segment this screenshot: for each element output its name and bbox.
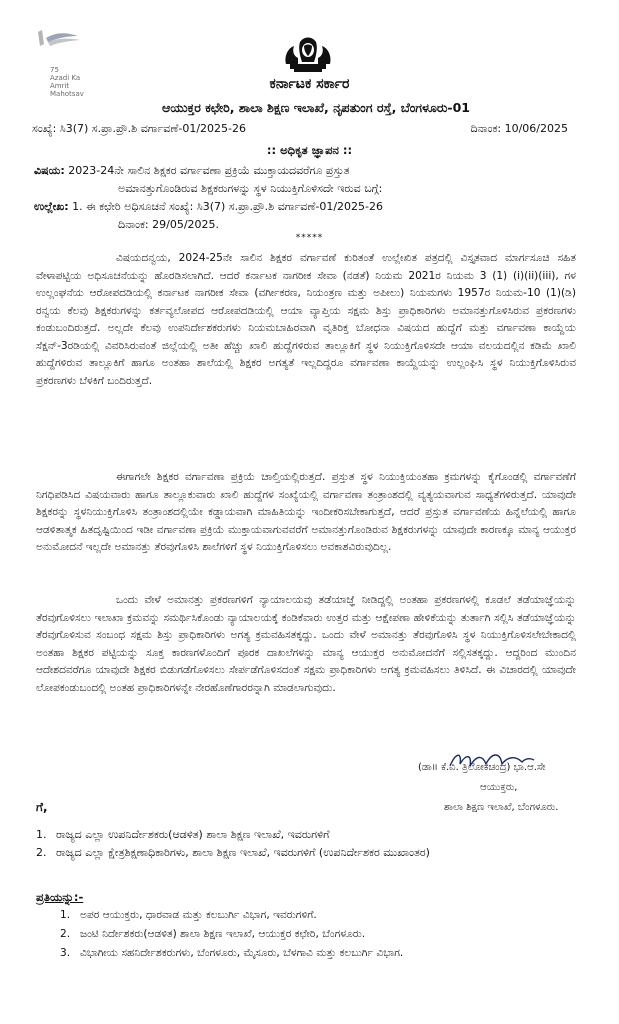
body-paragraph-2: ಈಗಾಗಲೇ ಶಿಕ್ಷಕರ ವರ್ಗಾವಣಾ ಪ್ರಕ್ರಿಯೆ ಚಾಲ್ತಿಯಲ್ಲಿರುತ್ತದೆ. ಪ್ರಸ್ತುತ ಸ್ಥಳ ನಿಯುಕ್ತಿಯಂತಹಾ ಕ್ರಮಗಳನ್ನು ಕೈಗೊಂಡಲ್ಲಿ ವರ್ಗಾವಣೆಗೆ ನಿಗಧಿಪಡಿಸಿದ ವಿಷಯವಾರು ಹಾಗೂ ತಾಲ್ಲೂಕುವಾರು ಖಾಲಿ ಹುದ್ದೆಗಳ ಸಂಖ್ಯೆಯಲ್ಲಿ ವರ್ಗಾವಣಾ ತಂತ್ರಾಂಶದಲ್ಲಿ ವ್ಯತ್ಯಯವಾಗುವ ಸಾಧ್ಯತೆಗಳಿರುತ್ತದೆ. ಯಾವುದೇ ಶಿಕ್ಷಕರನ್ನು ಸ್ಥಳನಿಯುಕ್ತಿಗೊಳಿಸಿ ತಂತ್ರಾಂಶದಲ್ಲಿಯೇ ಕಡ್ಡಾಯವಾಗಿ ಮಾಹಿತಿಯನ್ನು ಇಂದೀಕರಿಸಬೇಕಾಗುತ್ತದೆ, ಆದರೆ ಪ್ರಸ್ತುತ ವರ್ಗಾವಣೆಯ ಹಿನ್ನೆಲೆಯಲ್ಲಿ ಹಾಗೂ ಆಡಳಿತಾತ್ಮಕ ಹಿತದೃಷ್ಟಿಯಿಂದ ಇಡೀ ವರ್ಗಾವಣಾ ಪ್ರಕ್ರಿಯೆ ಮುಕ್ತಾಯವಾಗುವವರೆಗೆ ಅಮಾನತ್ತುಗೊಂಡಿರುವ ಶಿಕ್ಷಕರುಗಳನ್ನು ಯಾವುದೇ ಕಾರಣಕ್ಕೂ ಮಾನ್ಯ ಆಯುಕ್ತರ ಅನುಮೋದನೆ ಇಲ್ಲದೇ ಅಮಾನತ್ತು ತೆರವುಗೊಳಿಸಿ ಶಾಲೆಗಳಿಗೆ ಸ್ಥಳ ನಿಯುಕ್ತಿಗೊಳಿಸಲು ಅವಕಾಶವಿರುವುದಿಲ್ಲ. [36,471,576,553]
body-paragraph-3: ಒಂದು ವೇಳೆ ಅಮಾನತ್ತು ಪ್ರಕರಣಗಳಿಗೆ ನ್ಯಾಯಾಲಯವು ತಡೆಯಾಜ್ಞೆ ನೀಡಿದ್ದಲ್ಲಿ ಅಂತಹಾ ಪ್ರಕರಣಗಳಲ್ಲಿ ಕೂಡಲೆ ತಡೆಯಾಜ್ಞೆಯನ್ನು ತೆರವುಗೊಳಿಸಲು ಇಲಾಖಾ ಕ್ರಮವನ್ನು ಸಮರ್ಥಿಸಿಕೊಂಡು ನ್ಯಾಯಾಲಯಕ್ಕೆ ಕಂಡಿಕೆವಾರು ಉತ್ತರ ಮತ್ತು ಆಕ್ಷೇಪಣಾ ಹೇಳಿಕೆಯನ್ನು ತುರ್ತಾಗಿ ಸಲ್ಲಿಸಿ ತಡೆಯಾಜ್ಞೆಯನ್ನು ತೆರವುಗೊಳಿಸುವ ಸಂಬಂಧ ಸಕ್ಷಮ ಶಿಸ್ತು ಪ್ರಾಧಿಕಾರಿಗಳು ಅಗತ್ಯ ಕ್ರಮವಹಿಸತಕ್ಕದ್ದು. ಒಂದು ವೇಳೆ ಅಮಾನತ್ತು ತೆರವುಗೊಳಿಸಿ ಸ್ಥಳ ನಿಯುಕ್ತಿಗೊಳಿಸಲೇಬೇಕಾದಲ್ಲಿ ಅಂತಹಾ ಶಿಕ್ಷಕರ ಪಟ್ಟಿಯನ್ನು ಸೂಕ್ತ ಕಾರಣಗಳೊಂದಿಗೆ ಪೂರಕ ದಾಖಲೆಗಳನ್ನು ಮಾನ್ಯ ಆಯುಕ್ತರ ಅನುಮೋದನೆಗೆ ಸಲ್ಲಿಸತಕ್ಕದ್ದು. ಆದ್ದರಿಂದ ಮುಂದಿನ ಆದೇಶದವರೆಗೂ ಯಾವುದೇ ಶಿಕ್ಷಕರ ಬಿಡುಗಡೆಗೊಳಿಸಲು ಸೇರ್ಪಡೆಗೊಳಿಸದಂತೆ ಸಕ್ಷಮ ಪ್ರಾಧಿಕಾರಿಗಳು ಅಗತ್ಯ ಕ್ರಮವಹಿಸಲು ತಿಳಿಸಿದೆ. ಈ ವಿಚಾರದಲ್ಲಿ ಯಾವುದೇ ಲೋಪಕಂಡುಬಂದಲ್ಲಿ ಅಂತಹ ಪ್ರಾಧಿಕಾರಿಗಳನ್ನೇ ನೇರಹೊಣೆಗಾರರನ್ನಾಗಿ ಮಾಡಲಾಗುವುದು. [36,594,576,694]
to-item [36,844,591,862]
amrit-line-1: 75 [50,66,59,74]
memo-title: :: ಅಧಿಕೃತ ಜ್ಞಾಪನ :: [266,143,353,157]
copy-to-item [60,925,580,944]
signature-block [396,748,586,813]
reference-row [32,122,568,138]
copy-item-number: 2. [60,928,71,940]
reference-text-2: ದಿನಾಂಕ: 29/05/2025. [118,218,220,231]
signatory-name: (ಡಾ॥ ಕೆ.ವಿ. ತ್ರಿಲೋಕಚಂದ್ರ) ಭಾ.ಆ.ಸೇ [418,762,546,773]
to-item-number: 1. [36,828,47,841]
to-list [36,826,591,862]
government-title: ಕರ್ನಾಟಕ ಸರ್ಕಾರ [269,76,350,92]
reference-line-2 [34,216,574,234]
copy-item-number: 1. [60,909,71,921]
subject-label: ವಿಷಯ: [34,164,65,177]
subject-line-2 [34,180,574,198]
copy-to-list [60,906,580,963]
amrit-line-3: Amrit Mahotsav [50,82,84,98]
to-item [36,826,591,844]
copy-to-label: ಪ್ರತಿಯನ್ನು:- [36,890,84,904]
to-label: ಗೆ, [36,800,48,814]
to-item-text: ರಾಜ್ಯದ ಎಲ್ಲಾ ಕ್ಷೇತ್ರಶಿಕ್ಷಣಾಧಿಕಾರಿಗಳು, ಶಾಲಾ ಶಿಕ್ಷಣ ಇಲಾಖೆ, ಇವರುಗಳಿಗೆ (ಉಪನಿರ್ದೇಶಕರ ಮುಖಾಂತರ) [56,846,430,859]
to-item-number: 2. [36,846,47,859]
amrit-mahotsav-logo [20,26,100,98]
reference-text-1: 1. ಈ ಕಛೇರಿ ಅಧಿಸೂಚನೆ ಸಂಖ್ಯೆ: ಸಿ3(7) ಸ.ಪ್ರಾ.ಪ್ರೌ.ಶಿ ವರ್ಗಾವಣೆ-01/2025-26 [72,200,383,213]
copy-item-text: ಅಪರ ಆಯುಕ್ತರು, ಧಾರವಾಡ ಮತ್ತು ಕಲಬುರ್ಗಿ ವಿಭಾಗ, ಇವರುಗಳಿಗೆ. [80,909,317,921]
to-item-text: ರಾಜ್ಯದ ಎಲ್ಲಾ ಉಪನಿರ್ದೇಶಕರು(ಆಡಳಿತ) ಶಾಲಾ ಶಿಕ್ಷಣ ಇಲಾಖೆ, ಇವರುಗಳಿಗೆ [56,828,330,841]
section-divider-stars: ***** [295,233,324,243]
memo-date: ದಿನಾಂಕ: 10/06/2025 [470,122,568,135]
subject-text-1: 2023-24ನೇ ಸಾಲಿನ ಶಿಕ್ಷಕರ ವರ್ಗಾವಣಾ ಪ್ರಕ್ರಿಯೆ ಮುಕ್ತಾಯದವರೆಗೂ ಪ್ರಸ್ತುತ [68,164,350,177]
office-title: ಆಯುಕ್ತರ ಕಛೇರಿ, ಶಾಲಾ ಶಿಕ್ಷಣ ಇಲಾಖೆ, ನೃಪತುಂಗ ರಸ್ತೆ, ಬೆಂಗಳೂರು-01 [161,100,471,115]
subject-line-1 [34,162,574,180]
signatory-office: ಶಾಲಾ ಶಿಕ್ಷಣ ಇಲಾಖೆ, ಬೆಂಗಳೂರು. [444,802,559,813]
copy-to-item [60,944,580,963]
body-paragraph-1: ವಿಷಯದನ್ವಯ, 2024-25ನೇ ಸಾಲಿನ ಶಿಕ್ಷಕರ ವರ್ಗಾವಣೆ ಕುರಿತಂತೆ ಉಲ್ಲೇಖಿತ ಪತ್ರದಲ್ಲಿ ವಿಸ್ತೃತವಾದ ಮಾರ್ಗಸೂಚಿ ಸಹಿತ ವೇಳಾಪಟ್ಟಿಯ ಅಧಿಸೂಚನೆಯನ್ನು ಹೊರಡಿಸಲಾಗಿದೆ. ಆದರೆ ಕರ್ನಾಟಕ ನಾಗರೀಕ ಸೇವಾ (ನಡತೆ) ನಿಯಮ 2021ರ ನಿಯಮ 3 (1) (i)(ii)(iii), ಗಳ ಉಲ್ಲಂಘನೆಯ ಆರೋಪದಡಿಯಲ್ಲಿ ಕರ್ನಾಟಕ ನಾಗರೀಕ ಸೇವಾ (ವರ್ಗೀಕರಣ, ನಿಯಂತ್ರಣ ಮತ್ತು ಅಪೀಲು) ನಿಯಮಗಳು 1957ರ ನಿಯಮ-10 (1)(ಡಿ) ರನ್ವಯ ಕೆಲವು ಶಿಕ್ಷಕರುಗಳನ್ನು ಕರ್ತವ್ಯಲೋಪದ ಆರೋಪದಡಿಯಲ್ಲಿ ಆಯಾ ವ್ಯಾಪ್ತಿಯ ಸಕ್ಷಮ ಶಿಸ್ತು ಪ್ರಾಧಿಕಾರಿಗಳು ಅಮಾನತ್ತುಗೊಳಿಸಿರುವ ಪ್ರಕರಣಗಳು ಕಂಡುಬಂದಿರುತ್ತದೆ. ಅಲ್ಲದೇ ಕೆಲವು ಉಪನಿರ್ದೇಶಕರುಗಳು ನಿಯಮಬಾಹಿರವಾಗಿ ವೃತಿರಿಕ್ತ ಬೋಧನಾ ವಿಷಯದ ಹುದ್ದೆಗೆ ಮತ್ತು ವರ್ಗಾವಣಾ ಕಾಯ್ದೆಯ ಸೆಕ್ಷನ್-3ರಡಿಯಲ್ಲಿ ವಿವರಿಸಿರುವಂತೆ ಜಿಲ್ಲೆಯಲ್ಲಿ ಅತೀ ಹೆಚ್ಚು ಖಾಲಿ ಹುದ್ದೆಗಳಿರುವ ತಾಲ್ಲೂಕಿಗೆ ಸ್ಥಳ ನಿಯುಕ್ತಿಗೊಳಿಸದೇ ಆಯಾ ವಲಯದಲ್ಲಿನ ಕಡಿಮೆ ಖಾಲಿ ಹುದ್ದೆಗಳಿರುವ ತಾಲ್ಲೂಕಿಗೆ ಹಾಗೂ ಅಂತಹಾ ಶಾಲೆಯಲ್ಲಿ ಶಿಕ್ಷಕರ ಅಗತ್ಯತೆ ಇಲ್ಲದಿದ್ದರೂ ವರ್ಗಾವಣಾ ಕಾಯ್ದೆಯನ್ನು ಉಲ್ಲಂಘಿಸಿ ಸ್ಥಳ ನಿಯುಕ್ತಿಗೊಳಿಸಿರುವ ಪ್ರಕರಣಗಳು ಬೆಳಕಿಗೆ ಬಂದಿರುತ್ತದೆ. [36,252,576,387]
signatory-designation: ಆಯುಕ್ತರು, [480,782,518,793]
copy-to-item [60,906,580,925]
copy-item-number: 3. [60,947,71,959]
amrit-line-2: Azadi Ka [50,74,81,82]
state-emblem-icon [280,34,336,76]
copy-item-text: ವಿಭಾಗೀಯ ಸಹನಿರ್ದೇಶಕರುಗಳು, ಬೆಂಗಳೂರು, ಮೈಸೂರು, ಬೆಳಗಾವಿ ಮತ್ತು ಕಲಬುರ್ಗಿ ವಿಭಾಗ. [80,947,404,959]
reference-line-1 [34,198,574,216]
subject-block [34,162,574,234]
reference-label: ಉಲ್ಲೇಖ: [34,200,69,213]
subject-text-2: ಅಮಾನತ್ತುಗೊಂಡಿರುವ ಶಿಕ್ಷಕರುಗಳನ್ನು ಸ್ಥಳ ನಿಯುಕ್ತಿಗೊಳಿಸದೇ ಇರುವ ಬಗ್ಗೆ: [118,182,383,195]
copy-item-text: ಜಂಟಿ ನಿರ್ದೇಶಕರು(ಆಡಳಿತ) ಶಾಲಾ ಶಿಕ್ಷಣ ಇಲಾಖೆ, ಆಯುಕ್ತರ ಕಛೇರಿ, ಬೆಂಗಳೂರು. [80,928,366,940]
reference-number: ಸಂಖ್ಯೆ: ಸಿ3(7) ಸ.ಪ್ರಾ.ಪ್ರೌ.ಶಿ ವರ್ಗಾವಣೆ-01/2025-26 [32,122,246,135]
